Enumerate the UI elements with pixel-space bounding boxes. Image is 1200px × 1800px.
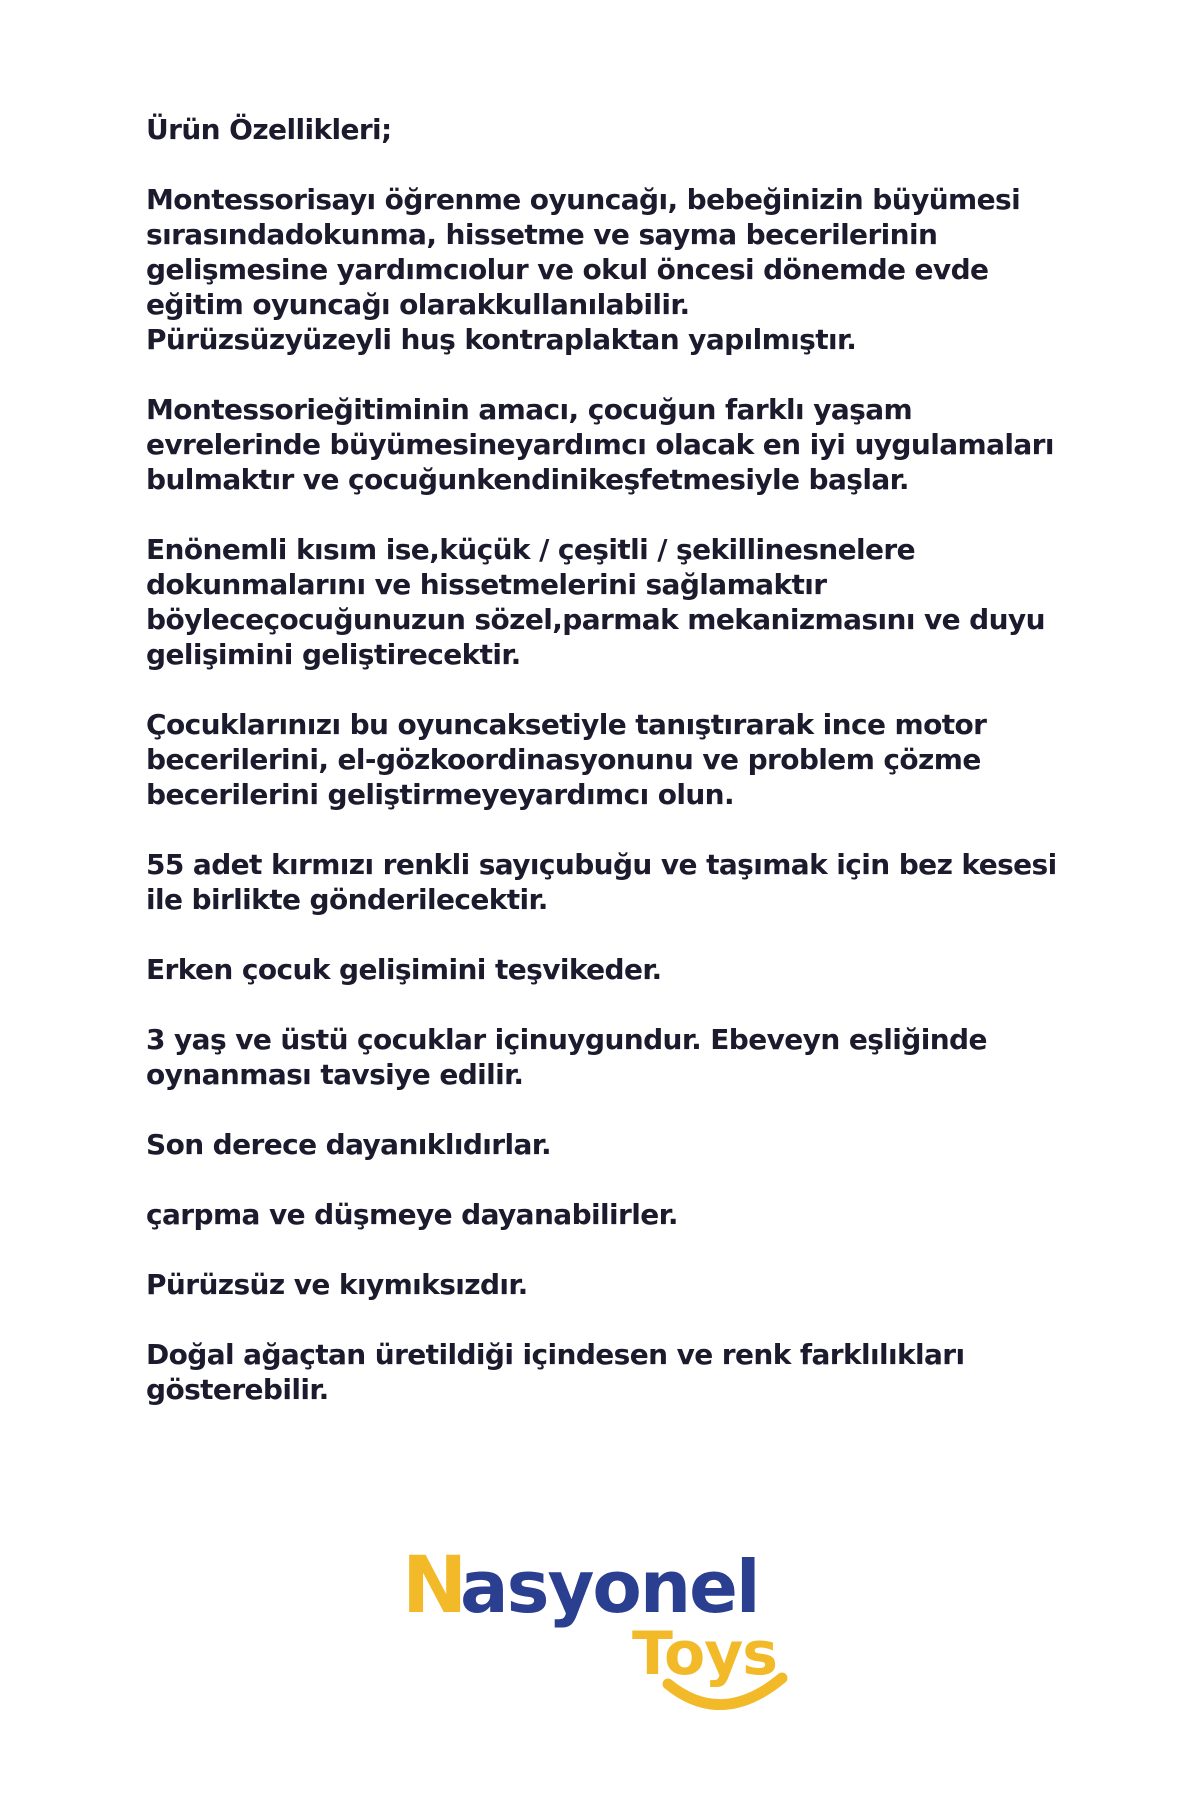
paragraph [146,182,1066,357]
text-line: 55 adet kırmızı renkli sayıçubuğu ve taşımak için bez kesesi [146,848,1057,881]
paragraph [146,847,1066,917]
paragraph [146,952,1066,987]
text-line: Enönemli kısım ise,küçük / çeşitli / şekillinesnelere [146,533,915,566]
text-line: Doğal ağaçtan üretildiği içindesen ve renk farklılıkları [146,1338,965,1371]
text-line: Pürüzsüzyüzeyli huş kontraplaktan yapılmıştır. [146,323,857,356]
text-line: gelişmesine yardımcıolur ve okul öncesi dönemde evde [146,253,989,286]
paragraph [146,1267,1066,1302]
logo-word-toys: Toys [632,1619,778,1689]
text-line: bulmaktır ve çocuğunkendinikeşfetmesiyle başlar. [146,463,909,496]
text-line: 3 yaş ve üstü çocuklar içinuygundur. Ebeveyn eşliğinde [146,1023,987,1056]
text-line: Pürüzsüz ve kıymıksızdır. [146,1268,528,1301]
text-line: Çocuklarınızı bu oyuncaksetiyle tanıştırarak ince motor [146,708,987,741]
logo-word-nasyonel: asyonel [460,1545,759,1629]
text-line: çarpma ve düşmeye dayanabilirler. [146,1198,678,1231]
paragraph [146,1337,1066,1407]
text-line: Son derece dayanıklıdırlar. [146,1128,552,1161]
text-line: gelişimini geliştirecektir. [146,638,521,671]
text-line: Montessorisayı öğrenme oyuncağı, bebeğinizin büyümesi [146,183,1021,216]
paragraph [146,1197,1066,1232]
text-line: böyleceçocuğunuzun sözel,parmak mekanizmasını ve duyu [146,603,1045,636]
text-line: eğitim oyuncağı olarakkullanılabilir. [146,288,690,321]
text-line: gösterebilir. [146,1373,329,1406]
text-line: Montessorieğitiminin amacı, çocuğun farklı yaşam [146,393,913,426]
product-description [146,112,1066,1442]
text-line: becerilerini, el-gözkoordinasyonunu ve problem çözme [146,743,981,776]
text-line: oynanması tavsiye edilir. [146,1058,524,1091]
section-title: Ürün Özellikleri; [146,113,392,146]
paragraph [146,532,1066,672]
paragraph [146,1022,1066,1092]
text-line: sırasındadokunma, hissetme ve sayma becerilerinin [146,218,938,251]
paragraph [146,392,1066,497]
text-line: dokunmalarını ve hissetmelerini sağlamaktır [146,568,827,601]
paragraph [146,707,1066,812]
text-line: Erken çocuk gelişimini teşvikeder. [146,953,662,986]
brand-logo [402,1538,798,1710]
text-line: evrelerinde büyümesineyardımcı olacak en iyi uygulamaları [146,428,1054,461]
text-line: ile birlikte gönderilecektir. [146,883,548,916]
logo-initial: N [402,1541,468,1631]
paragraph [146,1127,1066,1162]
text-line: becerilerini geliştirmeyeyardımcı olun. [146,778,735,811]
